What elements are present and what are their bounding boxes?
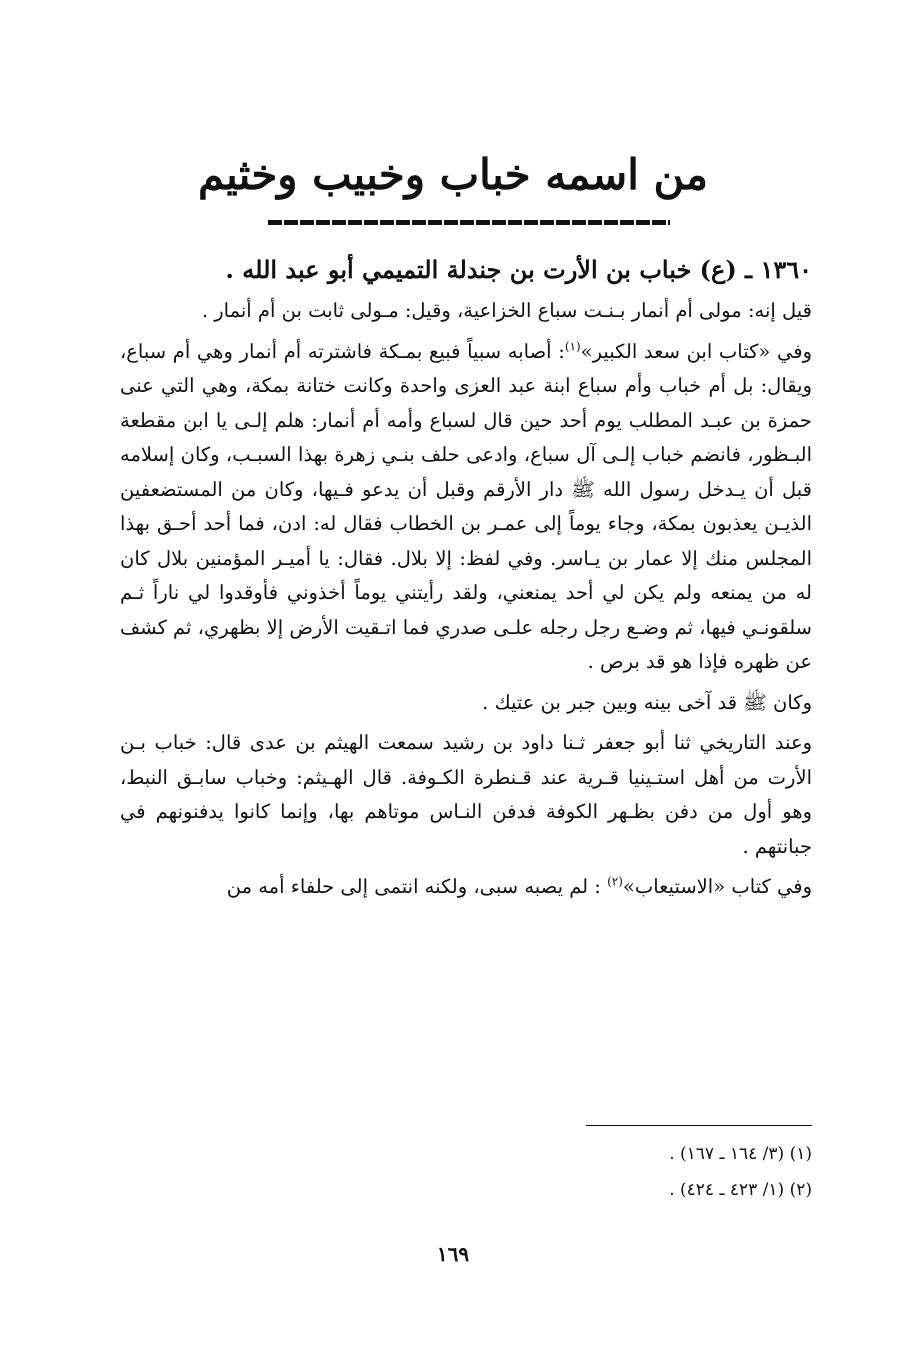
- footnote-divider: [586, 1125, 812, 1126]
- section-title: من اسمه خباب وخبيب وخثيم: [198, 150, 708, 199]
- paragraph-5-lead: وفي كتاب «الاستيعاب»: [622, 875, 812, 898]
- footnote-2: (٢) (١/ ٤٢٣ ـ ٤٢٤) .: [669, 1180, 812, 1200]
- paragraph-5-rest: : لم يصبه سبى، ولكنه انتمى إلى حلفاء أمه من: [226, 875, 608, 898]
- footnotes: [120, 1136, 812, 1208]
- paragraph-5: [120, 870, 812, 905]
- footnote-ref-2[interactable]: (٢): [607, 874, 623, 889]
- page-number: ١٦٩: [436, 1242, 470, 1266]
- title-divider: [268, 220, 670, 225]
- footnote-ref-1[interactable]: (١): [564, 339, 581, 353]
- paragraph-1: قيل إنه: مولى أم أنمار بـنـت سباع الخزاعية، وقيل: مـولى ثابت بن أم أنمار .: [201, 299, 812, 322]
- paragraph-2-rest: : أصابه سبياً فبيع بمـكة فاشترته أم أنمار وهي أم سباع، ويقال: بل أم خباب وأم سباع ابنة عبد العزى واحدة وكانت ختانة بمكة، وهي التي عنى حمزة بن عبـد المطلب يوم أحد حين قال لسباع وأمه أم أنمار: هلم إلـى يا ابن مقطعة البـظور، فانضم خباب إلـى آل سباع، وادعى حلف بنـي زهرة بهذا السبـب، وكان إسلامه قبل أن يـدخل رسول الله ﷺ دار الأرقم وقبل أن يدعو فـيها، وكان من المستضعفين الذيـن يعذبون بمكة، وجاء يوماً إلى عمـر بن الخطاب فقال له: ادن، فما أحد أحـق بهذا المجلس منك إلا عمار بن يـاسر. وفي لفظ: إلا بلال. فقال: يا أميـر المؤمنين بلال كان له من يمنعه ولم يكن لي أحد يمنعني، ولقد رأيتني يوماً أخذوني فأوقدوا لي ناراً ثـم سلقونـي فيها، ثم وضـع رجل رجله علـى صدري فما اتـقيت الأرض إلا بظهري، ثم كشف عن ظهره فإذا هو قد برص .: [119, 339, 812, 673]
- paragraph-2-lead: وفي «كتاب ابن سعد الكبير»: [580, 339, 812, 363]
- page-body: [120, 252, 812, 911]
- paragraph-3: وكان ﷺ قد آخى بينه وبين جبر بن عتيك .: [482, 690, 812, 714]
- footnote-1: (١) (٣/ ١٦٤ ـ ١٦٧) .: [669, 1144, 812, 1164]
- entry-heading: ١٣٦٠ ـ (ع) خباب بن الأرت بن جندلة التميمي أبو عبد الله .: [225, 255, 812, 284]
- paragraph-2: [120, 335, 812, 680]
- paragraph-4: وعند التاريخي ثنا أبو جعفر ثـنا داود بن رشيد سمعت الهيثم بن عدى قال: خباب بـن الأرت من أهل استـينيا قـرية عند قـنطرة الكـوفة. قال الهـيثم: وخباب سابـق النبط، وهو أول من دفن بظـهر الكوفة فدفن النـاس موتاهم بها، وإنما كانوا يدفنونهم في جبانتهم .: [120, 731, 812, 858]
